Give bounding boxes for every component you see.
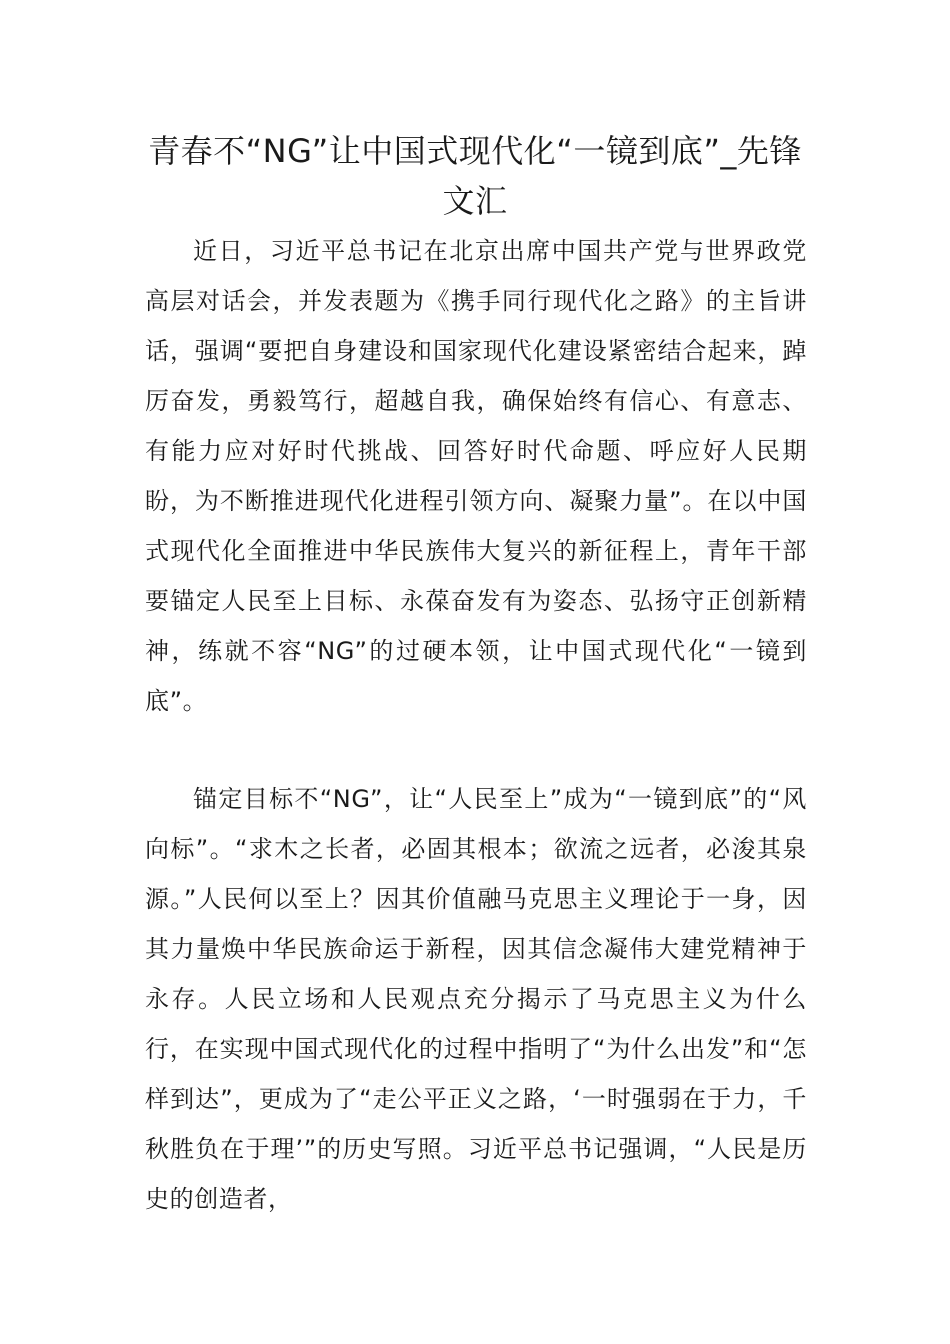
paragraph-intro: 近日，习近平总书记在北京出席中国共产党与世界政党高层对话会，并发表题为《携手同行现代化之路》的主旨讲话，强调“要把自身建设和国家现代化建设紧密结合起来，踔厉奋发，勇毅笃行，超越自我，确保始终有信心、有意志、有能力应对好时代挑战、回答好时代命题、呼应好人民期盼，为不断推进现代化进程引领方向、凝聚力量”。在以中国式现代化全面推进中华民族伟大复兴的新征程上，青年干部要锚定人民至上目标、永葆奋发有为姿态、弘扬守正创新精神，练就不容“NG”的过硬本领，让中国式现代化“一镜到底”。 (145, 237, 807, 715)
document-title: 青春不“NG”让中国式现代化“一镜到底”_先锋文汇 (148, 132, 802, 220)
paragraph-section-one: 锚定目标不“NG”，让“人民至上”成为“一镜到底”的“风向标”。“求木之长者，必固其根本；欲流之远者，必浚其泉源。”人民何以至上？因其价值融马克思主义理论于一身，因其力量焕中华民族命运于新程，因其信念凝伟大建党精神于永存。人民立场和人民观点充分揭示了马克思主义为什么行，在实现中国式现代化的过程中指明了“为什么出发”和“怎样到达”，更成为了“走公平正义之路，‘一时强弱在于力，千秋胜负在于理’”的历史写照。习近平总书记强调，“人民是历史的创造者， (145, 785, 807, 1213)
